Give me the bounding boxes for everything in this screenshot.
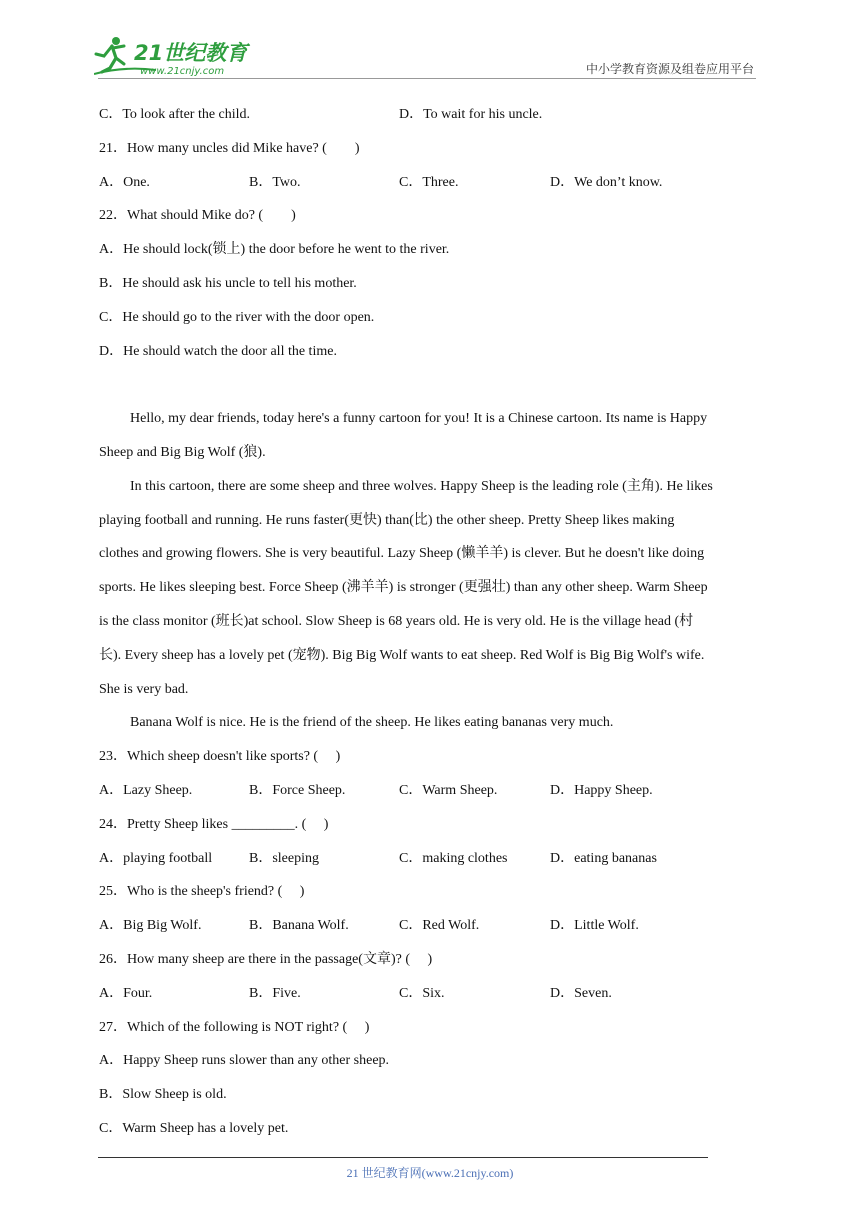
passage-line: Banana Wolf is nice. He is the friend of the sheep. He likes eating bananas very much. <box>130 715 614 731</box>
q25-option-b: B．Banana Wolf. <box>249 918 349 934</box>
q21-option-a: A．One. <box>99 174 150 190</box>
passage-line: Sheep and Big Big Wolf (狼). <box>99 444 266 460</box>
q22-question: 22．What should Mike do? ( ) <box>99 208 296 224</box>
q26-option-d: D．Seven. <box>550 985 612 1001</box>
q26-option-b: B．Five. <box>249 985 301 1001</box>
q27-question: 27．Which of the following is NOT right? ( ) <box>99 1019 370 1035</box>
q20-option-c: C．To look after the child. <box>99 107 251 122</box>
passage-line: 长). Every sheep has a lovely pet (宠物). Big Big Wolf wants to eat sheep. Red Wolf is Big Big Wolf's wife. <box>99 647 705 663</box>
site-logo <box>94 34 264 80</box>
passage-line: clothes and growing flowers. She is very beautiful. Lazy Sheep (懒羊羊) is clever. But he doesn't like doing <box>99 546 705 562</box>
document-body <box>99 98 763 1146</box>
q22-option-b: B．He should ask his uncle to tell his mother. <box>99 275 357 291</box>
q26-options <box>99 977 763 1011</box>
svg-text:www.21cnjy.com: www.21cnjy.com <box>140 66 225 77</box>
q22-option-c: C．He should go to the river with the door open. <box>99 309 375 325</box>
q24-question: 24．Pretty Sheep likes _________. ( ) <box>99 816 329 832</box>
q24-options <box>99 842 763 876</box>
q21-options <box>99 166 763 200</box>
page-footer: 21 世纪教育网(www.21cnjy.com) <box>346 1166 514 1180</box>
header-platform-text: 中小学教育资源及组卷应用平台 <box>585 62 754 76</box>
q25-option-c: C．Red Wolf. <box>399 918 480 934</box>
q26-option-c: C．Six. <box>399 985 445 1001</box>
q25-options <box>99 909 763 943</box>
passage-line: She is very bad. <box>99 681 189 697</box>
q26-option-a: A．Four. <box>99 985 153 1001</box>
passage-line: playing football and running. He runs faster(更快) than(比) the other sheep. Pretty Sheep likes making <box>99 512 675 528</box>
q21-question: 21．How many uncles did Mike have? ( ) <box>99 140 360 156</box>
q27-option-b: B．Slow Sheep is old. <box>99 1087 227 1103</box>
q22-option-a: A．He should lock(锁上) the door before he went to the river. <box>99 242 450 258</box>
q24-option-a: A．playing football <box>99 850 213 866</box>
q24-option-c: C．making clothes <box>399 850 508 866</box>
passage-line: sports. He likes sleeping best. Force Sheep (沸羊羊) is stronger (更强壮) than any other sheep. Warm Sheep <box>99 580 708 596</box>
passage-line: In this cartoon, there are some sheep and three wolves. Happy Sheep is the leading role (主角). He likes <box>130 478 713 494</box>
q21-option-d: D．We don’t know. <box>550 174 663 190</box>
q22-option-d: D．He should watch the door all the time. <box>99 343 337 359</box>
passage-line: Hello, my dear friends, today here's a funny cartoon for you! It is a Chinese cartoon. Its name is Happy <box>130 411 708 427</box>
q23-option-b: B．Force Sheep. <box>249 782 346 798</box>
q25-option-a: A．Big Big Wolf. <box>99 918 202 934</box>
q25-option-d: D．Little Wolf. <box>550 918 639 934</box>
q23-options <box>99 774 763 808</box>
q23-option-d: D．Happy Sheep. <box>550 782 653 798</box>
section-gap <box>99 368 763 402</box>
q25-question: 25．Who is the sheep's friend? ( ) <box>99 884 305 900</box>
footer-divider <box>98 1157 708 1158</box>
page-header <box>0 0 860 90</box>
passage-line: is the class monitor (班长)at school. Slow Sheep is 68 years old. He is very old. He is the village head (村 <box>99 613 694 629</box>
q20-option-d: D．To wait for his uncle. <box>399 107 543 122</box>
q23-question: 23．Which sheep doesn't like sports? ( ) <box>99 749 341 765</box>
q20-options <box>99 98 763 132</box>
q23-option-a: A．Lazy Sheep. <box>99 782 193 798</box>
runner-logo-icon <box>94 34 264 80</box>
q21-option-b: B．Two. <box>249 174 301 190</box>
svg-text:21世纪教育: 21世纪教育 <box>134 41 248 65</box>
q23-option-c: C．Warm Sheep. <box>399 782 498 798</box>
q24-option-b: B．sleeping <box>249 850 319 866</box>
q21-option-c: C．Three. <box>399 174 459 190</box>
q26-question: 26．How many sheep are there in the passage(文章)? ( ) <box>99 951 433 967</box>
q24-option-d: D．eating bananas <box>550 850 657 866</box>
q27-option-c: C．Warm Sheep has a lovely pet. <box>99 1120 289 1136</box>
q27-option-a: A．Happy Sheep runs slower than any other sheep. <box>99 1053 390 1069</box>
header-divider <box>98 78 756 79</box>
